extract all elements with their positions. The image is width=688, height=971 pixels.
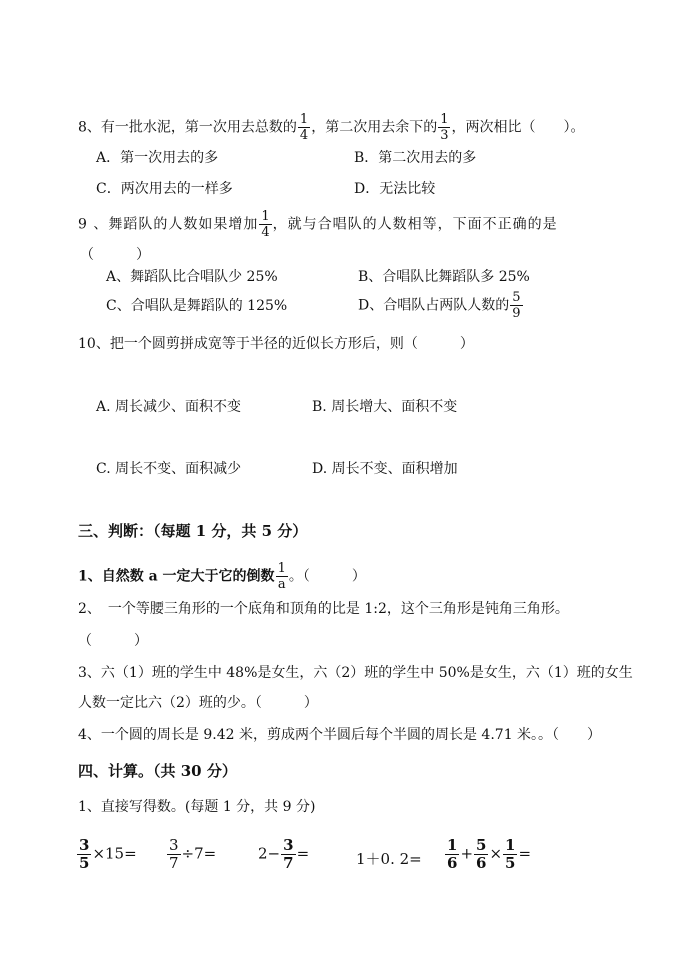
- s4-sub-1: 1、直接写得数。(每题 1 分，共 9 分): [78, 799, 316, 815]
- numerator: 1: [261, 209, 270, 224]
- denominator: 5: [505, 854, 516, 872]
- denominator: a: [277, 577, 286, 592]
- s3-item-1-text: 1、自然数 a 一定大于它的倒数: [78, 568, 275, 585]
- q9-option-a: A、舞蹈队比合唱队少 25%: [106, 269, 278, 285]
- calc-2-rest: ÷7=: [181, 844, 217, 863]
- denominator: 5: [79, 854, 90, 872]
- q8-text-3: ，两次相比（ ）。: [451, 119, 585, 136]
- numerator: 1: [440, 112, 449, 127]
- s3-item-1-paren: 。（ ）: [288, 568, 366, 585]
- q10-option-b: B. 周长增大、面积不变: [312, 399, 458, 415]
- calc-3-fraction: [281, 838, 295, 871]
- numerator: 1: [277, 561, 286, 576]
- numerator: 1: [505, 836, 516, 854]
- q8-option-b: B．第二次用去的多: [354, 150, 477, 166]
- calc-expression-3: [258, 838, 309, 871]
- q9-fraction: [259, 210, 271, 239]
- s3-item-2-line-1: 2、 一个等腰三角形的一个底角和顶角的比是 1:2，这个三角形是钝角三角形。: [78, 601, 569, 617]
- denominator: 7: [169, 854, 179, 872]
- q9-option-d-text: D、合唱队占两队人数的: [358, 297, 510, 314]
- q10-option-c: C. 周长不变、面积减少: [96, 461, 242, 477]
- s3-item-1-fraction: [276, 562, 288, 591]
- numerator: 1: [299, 112, 309, 127]
- numerator: 3: [169, 836, 179, 854]
- s3-item-3-line-2: 人数一定比六（2）班的少。（ ）: [78, 695, 318, 711]
- calc-1-rest: ×15=: [92, 844, 137, 863]
- denominator: 4: [299, 128, 309, 143]
- q9-option-d: [358, 291, 524, 320]
- q8-fraction-1: [298, 113, 310, 142]
- denominator: 6: [476, 854, 487, 872]
- q9-text-1: 9 、舞蹈队的人数如果增加: [78, 216, 259, 233]
- denominator: 4: [261, 225, 270, 240]
- s3-item-4: 4、一个圆的周长是 9.42 米，剪成两个半圆后每个半圆的周长是 4.71 米。。（ ）: [78, 727, 602, 743]
- q9-option-d-fraction: [510, 291, 522, 320]
- calc-expression-4: 1＋0. 2=: [356, 850, 422, 868]
- q9-stem: [78, 210, 558, 239]
- calc-2-fraction: [167, 838, 181, 871]
- calc-3-prefix: 2−: [258, 844, 281, 863]
- calc-5-fraction-3: [503, 838, 517, 871]
- calc-expression-5: [444, 838, 531, 871]
- q8-option-a: A．第一次用去的多: [96, 150, 219, 166]
- q10-option-d: D. 周长不变、面积增加: [312, 461, 458, 477]
- s3-item-2-line-2: （ ）: [78, 633, 148, 649]
- denominator: 6: [447, 854, 458, 872]
- q10-option-a: A. 周长减少、面积不变: [96, 399, 242, 415]
- section-4-heading: 四、计算。（共 30 分）: [78, 762, 237, 780]
- denominator: 7: [283, 854, 294, 872]
- q8-text-2: ，第二次用去余下的: [311, 119, 438, 136]
- q9-text-2: ，就与合唱队的人数相等，下面不正确的是: [272, 216, 558, 233]
- q8-option-d: D．无法比较: [354, 181, 436, 197]
- calc-5-op-2: ×: [489, 844, 503, 863]
- calc-5-fraction-2: [474, 838, 488, 871]
- q8-option-c: C．两次用去的一样多: [96, 181, 233, 197]
- q8-text-1: 8、有一批水泥，第一次用去总数的: [78, 119, 297, 136]
- q9-answer-paren: （ ）: [80, 247, 150, 263]
- numerator: 5: [512, 290, 521, 305]
- s3-item-3-line-1: 3、六（1）班的学生中 48%是女生，六（2）班的学生中 50%是女生，六（1）班的女生: [78, 665, 633, 681]
- calc-expression-2: [166, 838, 216, 871]
- q8-stem: [78, 113, 584, 142]
- denominator: 3: [440, 128, 449, 143]
- q9-option-c: C、合唱队是舞蹈队的 125%: [106, 298, 288, 314]
- numerator: 3: [283, 836, 294, 854]
- numerator: 3: [79, 836, 90, 854]
- q8-fraction-2: [438, 113, 450, 142]
- calc-5-fraction-1: [445, 838, 459, 871]
- calc-3-rest: =: [296, 844, 310, 863]
- numerator: 5: [476, 836, 487, 854]
- calc-5-op-1: +: [460, 844, 474, 863]
- s3-item-1: [78, 562, 366, 591]
- calc-expression-1: [76, 838, 137, 871]
- numerator: 1: [447, 836, 458, 854]
- calc-1-fraction: [77, 838, 91, 871]
- denominator: 9: [512, 306, 521, 321]
- calc-5-rest: =: [518, 844, 532, 863]
- q9-option-b: B、合唱队比舞蹈队多 25%: [358, 269, 530, 285]
- q10-stem: 10、把一个圆剪拼成宽等于半径的近似长方形后，则（ ）: [78, 336, 474, 352]
- section-3-heading: 三、判断：（每题 1 分，共 5 分）: [78, 522, 308, 540]
